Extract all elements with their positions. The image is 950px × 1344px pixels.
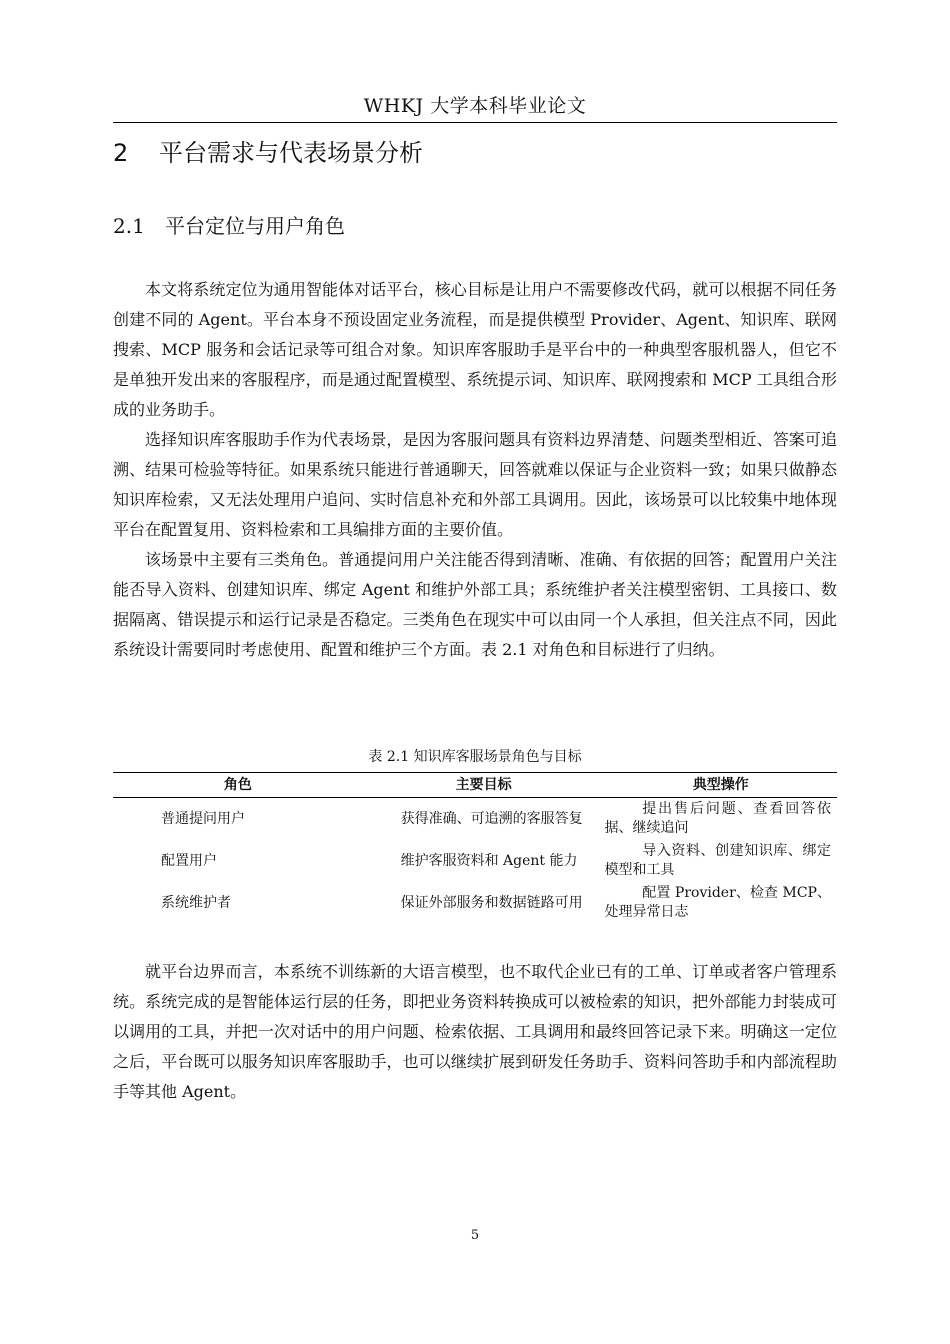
page-number: 5	[470, 1228, 480, 1243]
table-cell-goal: 获得准确、可追溯的客服答复	[400, 810, 583, 827]
column-header: 角色	[113, 773, 363, 798]
section-heading	[113, 211, 837, 241]
running-header: WHKJ 大学本科毕业论文	[113, 92, 837, 123]
body-text-before-table	[113, 275, 837, 665]
table-header-row	[113, 773, 837, 798]
section-title: 平台定位与用户角色	[165, 214, 345, 238]
column-header: 主要目标	[363, 773, 605, 798]
table-cell-operation: 配置 Provider、检查 MCP、处理异常日志	[604, 885, 831, 920]
table-cell-goal: 保证外部服务和数据链路可用	[400, 894, 583, 911]
table-row	[113, 882, 837, 924]
chapter-number: 2	[113, 139, 129, 167]
table-cell-role: 普通提问用户	[161, 810, 245, 827]
table-cell-role: 系统维护者	[161, 894, 231, 911]
paragraph: 选择知识库客服助手作为代表场景，是因为客服问题具有资料边界清楚、问题类型相近、答案可追溯、结果可检验等特征。如果系统只能进行普通聊天，回答就难以保证与企业资料一致；如果只做静态知识库检索，又无法处理用户追问、实时信息补充和外部工具调用。因此，该场景可以比较集中地体现平台在配置复用、资料检索和工具编排方面的主要价值。	[113, 430, 837, 539]
paragraph: 就平台边界而言，本系统不训练新的大语言模型，也不取代企业已有的工单、订单或者客户管理系统。系统完成的是智能体运行层的任务，即把业务资料转换成可以被检索的知识，把外部能力封装成可以调用的工具，并把一次对话中的用户问题、检索依据、工具调用和最终回答记录下来。明确这一定位之后，平台既可以服务知识库客服助手，也可以继续扩展到研发任务助手、资料问答助手和内部流程助手等其他 Agent。	[113, 962, 837, 1101]
table-cell-role: 配置用户	[161, 852, 217, 869]
table-cell-operation: 提出售后问题、查看回答依据、继续追问	[604, 801, 831, 836]
paragraph: 本文将系统定位为通用智能体对话平台，核心目标是让用户不需要修改代码，就可以根据不同任务创建不同的 Agent。平台本身不预设固定业务流程，而是提供模型 Provider、Agent、知识库、联网搜索、MCP 服务和会话记录等可组合对象。知识库客服助手是平台中的一种典型客服机器人，但它不是单独开发出来的客服程序，而是通过配置模型、系统提示词、知识库、联网搜索和 MCP 工具组合形成的业务助手。	[113, 280, 837, 419]
table-cell-goal: 维护客服资料和 Agent 能力	[400, 852, 578, 869]
chapter-heading	[113, 136, 837, 170]
section-number: 2.1	[113, 214, 145, 238]
table-cell-operation: 导入资料、创建知识库、绑定模型和工具	[604, 843, 831, 878]
table-caption: 表 2.1 知识库客服场景角色与目标	[368, 749, 582, 765]
roles-table	[113, 772, 837, 924]
body-text-after-table	[113, 957, 837, 1107]
table-row	[113, 840, 837, 882]
paragraph: 该场景中主要有三类角色。普通提问用户关注能否得到清晰、准确、有依据的回答；配置用户关注能否导入资料、创建知识库、绑定 Agent 和维护外部工具；系统维护者关注模型密钥、工具接口、数据隔离、错误提示和运行记录是否稳定。三类角色在现实中可以由同一个人承担，但关注点不同，因此系统设计需要同时考虑使用、配置和维护三个方面。表 2.1 对角色和目标进行了归纳。	[113, 550, 837, 659]
chapter-title: 平台需求与代表场景分析	[159, 139, 423, 167]
table-row	[113, 798, 837, 841]
column-header: 典型操作	[605, 773, 838, 798]
thesis-page	[113, 0, 837, 1344]
